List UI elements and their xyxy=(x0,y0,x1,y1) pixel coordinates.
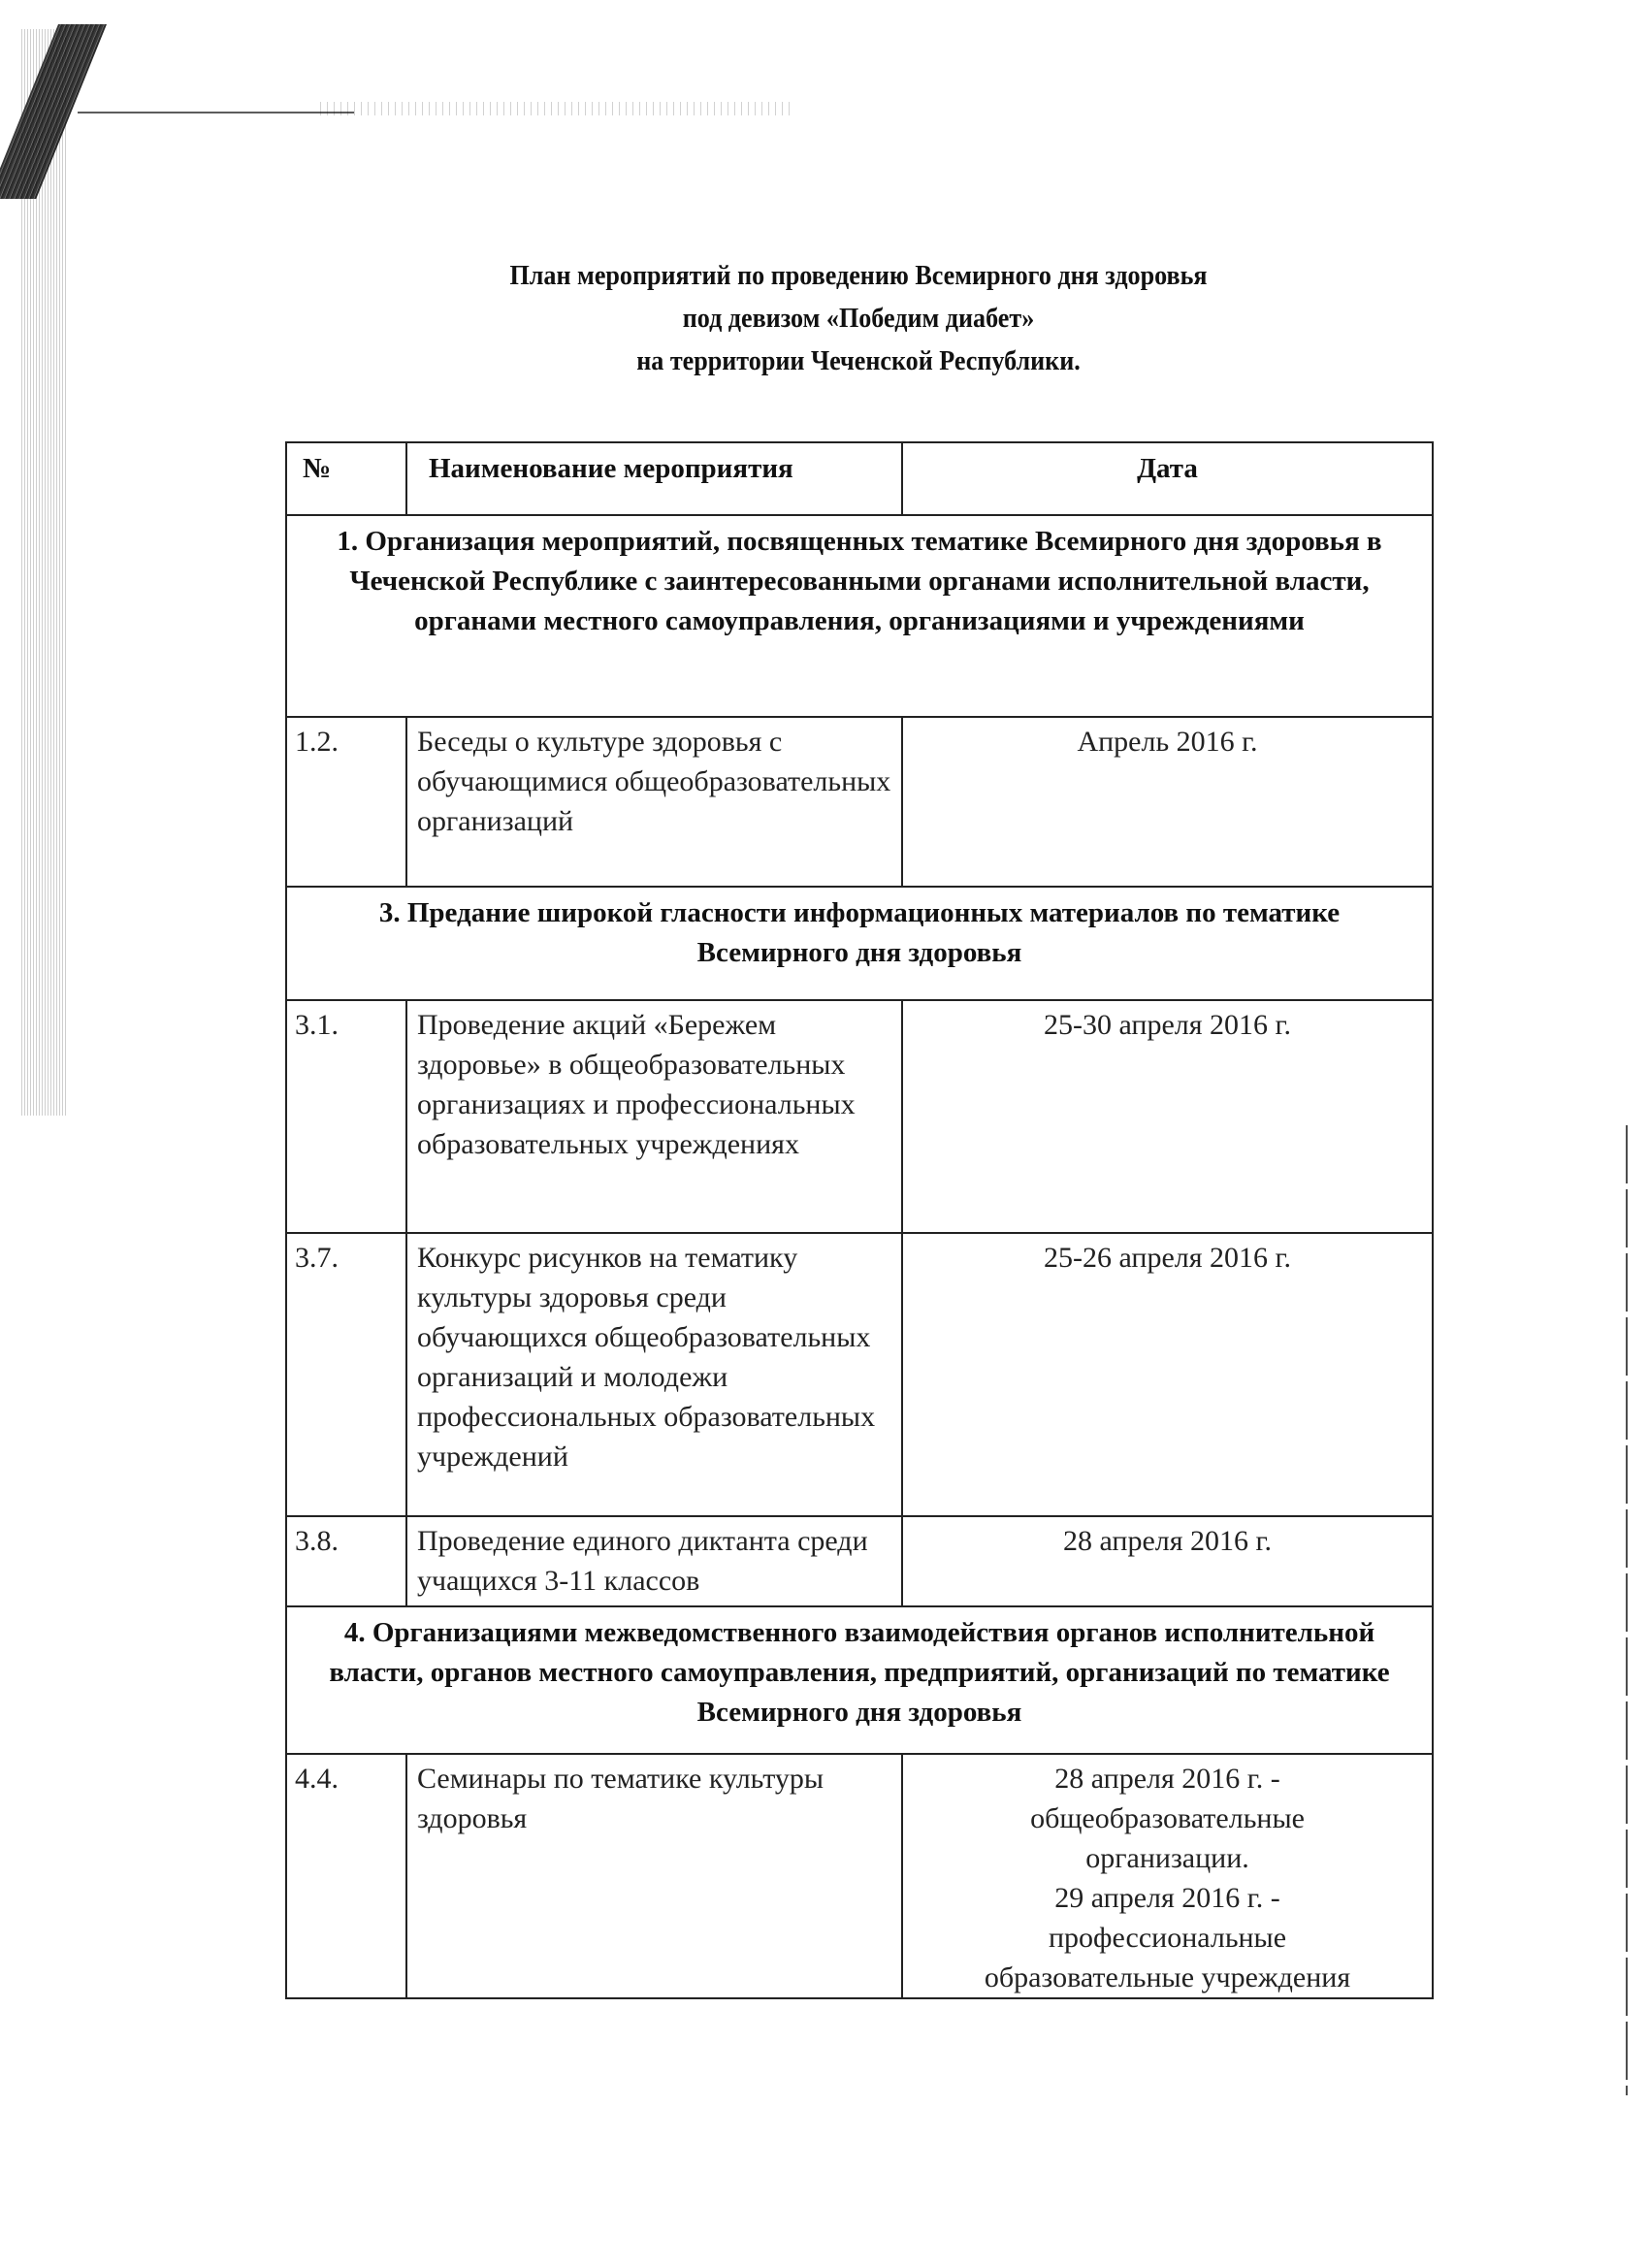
row-number: 3.8. xyxy=(286,1516,406,1606)
table-row xyxy=(286,1233,1433,1516)
row-number: 3.7. xyxy=(286,1233,406,1516)
title-line-2: под девизом «Победим диабет» xyxy=(682,303,1035,334)
row-date: 25-30 апреля 2016 г. xyxy=(902,1000,1433,1233)
table-row xyxy=(286,1754,1433,1998)
date-line: профессиональные xyxy=(1048,1922,1287,1954)
scan-artifact-right-rule xyxy=(1626,1125,1628,2095)
date-line: образовательные учреждения xyxy=(984,1961,1351,1993)
title-line-1: План мероприятий по проведению Всемирного дня здоровья xyxy=(509,260,1208,291)
row-event-name: Проведение единого диктанта среди учащихся 3-11 классов xyxy=(406,1516,902,1606)
row-date: 28 апреля 2016 г. xyxy=(902,1516,1433,1606)
section-title: 3. Предание широкой гласности информационных материалов по тематике Всемирного дня здоровья xyxy=(286,887,1433,1000)
header-date: Дата xyxy=(902,442,1433,515)
row-number: 4.4. xyxy=(286,1754,406,1998)
row-number: 1.2. xyxy=(286,717,406,887)
document-title xyxy=(340,254,1378,382)
date-line: общеобразовательные xyxy=(1030,1802,1305,1834)
section-row xyxy=(286,887,1433,1000)
section-title: 4. Организациями межведомственного взаимодействия органов исполнительной власти, органов местного самоуправления, предприятий, организаций по тематике Всемирного дня здоровья xyxy=(286,1606,1433,1754)
row-number: 3.1. xyxy=(286,1000,406,1233)
section-row xyxy=(286,515,1433,717)
table-row xyxy=(286,717,1433,887)
row-event-name: Семинары по тематике культуры здоровья xyxy=(406,1754,902,1998)
row-event-name: Проведение акций «Бережем здоровье» в общеобразовательных организациях и профессиональных образовательных учреждениях xyxy=(406,1000,902,1233)
row-event-name: Беседы о культуре здоровья с обучающимися общеобразовательных организаций xyxy=(406,717,902,887)
row-event-name: Конкурс рисунков на тематику культуры здоровья среди обучающихся общеобразовательных организаций и молодежи профессиональных образовательных учреждений xyxy=(406,1233,902,1516)
date-line: организации. xyxy=(1085,1842,1249,1874)
section-title: 1. Организация мероприятий, посвященных тематике Всемирного дня здоровья в Чеченской Республике с заинтересованными органами исполнительной власти, органами местного самоуправления, организациями и учреждениями xyxy=(286,515,1433,717)
table-header-row xyxy=(286,442,1433,515)
header-number: № xyxy=(286,442,406,515)
header-event-name: Наименование мероприятия xyxy=(406,442,902,515)
events-plan-table xyxy=(285,441,1434,1999)
title-line-3: на территории Чеченской Республики. xyxy=(636,345,1081,376)
row-date: 25-26 апреля 2016 г. xyxy=(902,1233,1433,1516)
date-line: 28 апреля 2016 г. - xyxy=(1054,1763,1280,1795)
scan-artifact-line xyxy=(78,112,354,113)
date-line: 29 апреля 2016 г. - xyxy=(1054,1882,1280,1914)
scan-artifact-noise xyxy=(320,102,795,115)
table-row xyxy=(286,1516,1433,1606)
table-row xyxy=(286,1000,1433,1233)
section-row xyxy=(286,1606,1433,1754)
row-date-multiline xyxy=(902,1754,1433,1998)
row-date: Апрель 2016 г. xyxy=(902,717,1433,887)
